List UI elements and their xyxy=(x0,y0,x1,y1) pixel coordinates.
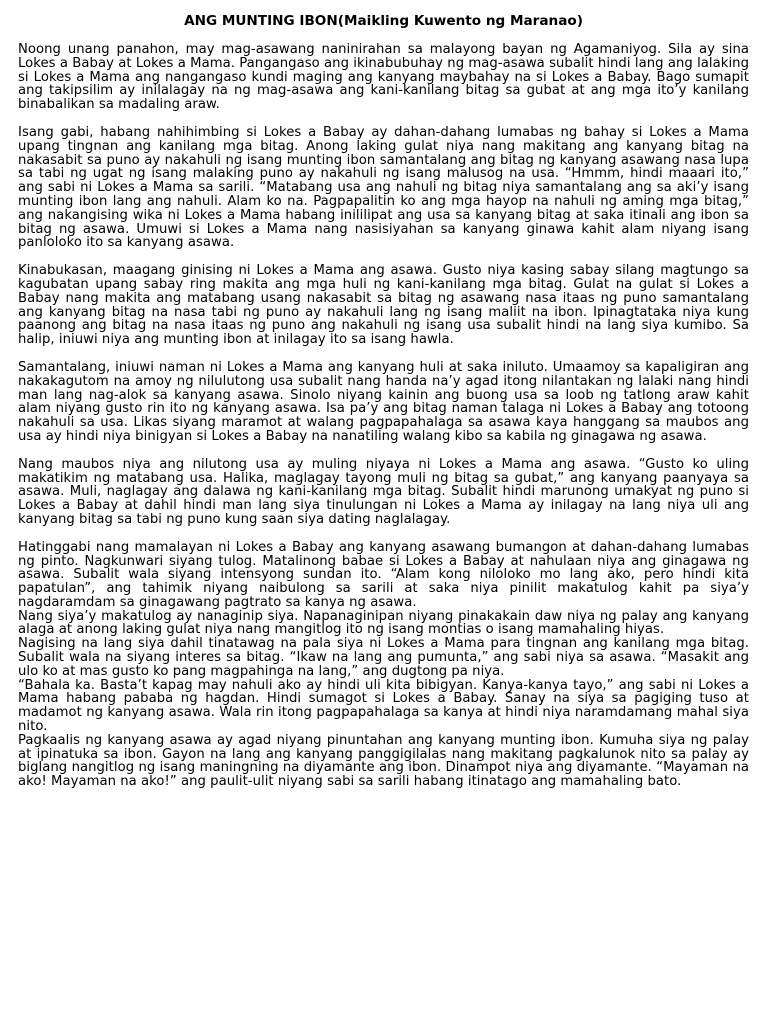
paragraph-2: Isang gabi, habang nahihimbing si Lokes a Babay ay dahan-dahang lumabas ng bahay si Lokes a Mama upang tingnan ang kanilang mga bitag. Anong laking gulat niya nang makitang ang kanyang bitag na nakasabit sa puno ay nakahuli ng isang munting ibon samantalang ang bitag ng kanyang asawang nasa lupa sa tabi ng ugat ng isang malaking puno ay nakahuli ng isang malusog na usa. “Hmmm, hindi maaari ito,” ang sabi ni Lokes a Mama sa sarili. “Matabang usa ang nahuli ng bitag niya samantalang ang sa aki’y isang munting ibon lang ang nahuli. Alam ko na. Pagpapalitin ko ang mga hayop na nahuli ng aming mga bitag,” ang nakangising wika ni Lokes a Mama habang inililipat ang usa sa kanyang bitag at saka itinali ang ibon sa bitag ng asawa. Umuwi si Lokes a Mama nang nasisiyahan sa kanyang ginawa kahit alam niyang isang panloloko ito sa kanyang asawa. xyxy=(18,124,749,251)
paragraph-7: Nang siya’y makatulog ay nanaginip siya. Napanaginipan niyang pinakakain daw niya ng palay ang kanyang alaga at anong laking gulat niya nang mangitlog ito ng isang montias o isang mamahaling hiyas. xyxy=(18,608,749,638)
story-title: ANG MUNTING IBON(Maikling Kuwento ng Maranao) xyxy=(184,13,583,29)
paragraph-8: Nagising na lang siya dahil tinatawag na pala siya ni Lokes a Mama para tingnan ang kanilang mga bitag. Subalit wala na siyang interes sa bitag. “Ikaw na lang ang pumunta,” ang sabi niya sa asawa. “Masakit ang ulo ko at mas gusto ko pang magpahinga na lang,” ang dugtong pa niya. xyxy=(18,636,749,679)
paragraph-6: Hatinggabi nang mamalayan ni Lokes a Babay ang kanyang asawang bumangon at dahan-dahang lumabas ng pinto. Nagkunwari siyang tulog. Matalinong babae si Lokes a Babay at nahulaan niya ang ginagawa ng asawa. Subalit wala siyang intensyong sundan ito. “Alam kong niloloko mo lang ako, pero hindi kita papatulan”, ang tahimik niyang naibulong sa sarili at saka niya pinilit makatulog kahit pa siya’y nagdaramdam sa ginagawang pagtrato sa kanya ng asawa. xyxy=(18,539,749,610)
paragraph-9: “Bahala ka. Basta’t kapag may nahuli ako ay hindi uli kita bibigyan. Kanya-kanya tayo,” ang sabi ni Lokes a Mama habang pababa ng hagdan. Hindi sumagot si Lokes a Babay. Sanay na siya sa pagiging tuso at madamot ng kanyang asawa. Wala rin itong pagpapahalaga sa kanya at hindi niya naramdamang mahal siya nito. xyxy=(18,677,749,735)
paragraph-4: Samantalang, iniuwi naman ni Lokes a Mama ang kanyang huli at saka iniluto. Umaamoy sa kapaligiran ang nakakagutom na amoy ng nilulutong usa subalit nang handa na’y agad itong nilantakan ng lalaki nang hindi man lang nag-alok sa kanyang asawa. Sinolo niyang kainin ang buong usa sa loob ng tatlong araw kahit alam niyang gusto rin ito ng kanyang asawa. Isa pa’y ang bitag naman talaga ni Lokes a Babay ang totoong nakahuli sa usa. Likas siyang maramot at walang pagpapahalaga sa asawa kaya hanggang sa maubos ang usa ay hindi niya binigyan si Lokes a Babay na nanatiling walang kibo sa kabila ng ginagawa ng asawa. xyxy=(18,359,749,444)
paragraph-3: Kinabukasan, maagang ginising ni Lokes a Mama ang asawa. Gusto niya kasing sabay silang magtungo sa kagubatan upang sabay ring makita ang mga huli ng kani-kanilang mga bitag. Gulat na gulat si Lokes a Babay nang makita ang matabang usang nakasabit sa bitag ng asawang nasa itaas ng puno samantalang ang kanyang bitag na nasa tabi ng puno ay nakahuli lang ng isang maliit na ibon. Ipinagtataka niya kung paanong ang bitag na nasa itaas ng puno ang nakahuli ng isang usa subalit hindi na lang siya kumibo. Sa halip, iniuwi niya ang munting ibon at inilagay ito sa isang hawla. xyxy=(18,263,749,348)
paragraph-1: Noong unang panahon, may mag-asawang naninirahan sa malayong bayan ng Agamaniyog. Sila ay sina Lokes a Babay at Lokes a Mama. Pangangaso ang ikinabubuhay ng mag-asawa subalit hindi lang ang lalaking si Lokes a Mama ang nangangaso kundi maging ang kanyang maybahay na si Lokes a Babay. Bago sumapit ang takipsilim ay inilalagay na ng mag-asawa ang kani-kanilang bitag sa gubat at ang mga ito’y kanilang binabalikan sa madaling araw. xyxy=(18,42,749,113)
paragraph-10: Pagkaalis ng kanyang asawa ay agad niyang pinuntahan ang kanyang munting ibon. Kumuha siya ng palay at ipinatuka sa ibon. Gayon na lang ang kanyang panggigilalas nang makitang pagkalunok nito sa palay ay biglang nangitlog ng isang maningning na diyamante ang ibon. Dinampot niya ang diyamante. “Mayaman na ako! Mayaman na ako!” ang paulit-ulit niyang sabi sa sarili habang itinatago ang mamahaling bato. xyxy=(18,732,749,790)
paragraph-5: Nang maubos niya ang nilutong usa ay muling niyaya ni Lokes a Mama ang asawa. “Gusto ko uling makatikim ng matabang usa. Halika, maglagay tayong muli ng bitag sa gubat,” ang kanyang paanyaya sa asawa. Muli, naglagay ang dalawa ng kani-kanilang mga bitag. Subalit hindi marunong umakyat ng puno si Lokes a Babay at dahil hindi man lang siya tinulungan ni Lokes a Mama ay inilagay na lang niya uli ang kanyang bitag sa tabi ng puno kung saan siya dating naglalagay. xyxy=(18,456,749,527)
document-page xyxy=(18,12,749,789)
